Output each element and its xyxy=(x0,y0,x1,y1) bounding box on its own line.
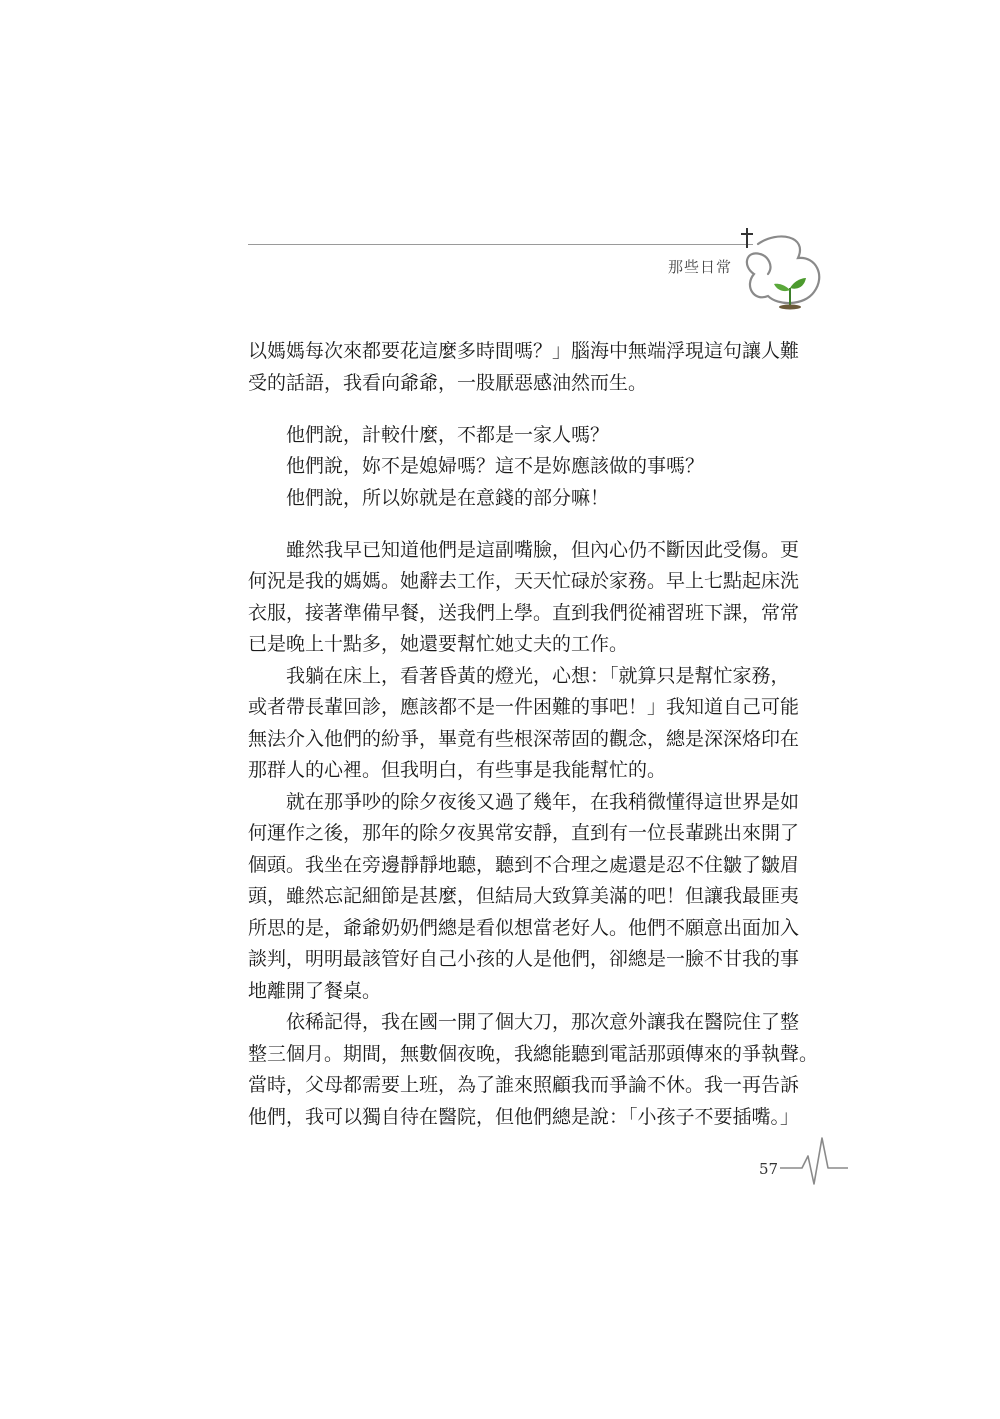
text-line: 頭，雖然忘記細節是甚麼，但結局大致算美滿的吧！但讓我最匪夷 xyxy=(248,885,800,907)
text-line: 地離開了餐桌。 xyxy=(248,979,382,1002)
text-line: 雖然我早已知道他們是這副嘴臉，但內心仍不斷因此受傷。更 xyxy=(248,538,800,561)
text-line: 當時，父母都需要上班，為了誰來照顧我而爭論不休。我一再告訴 xyxy=(248,1074,800,1096)
quote-line: 他們說，妳不是媳婦嗎？這不是妳應該做的事嗎？ xyxy=(286,455,705,477)
text-line: 以媽媽每次來都要花這麼多時間嗎？」腦海中無端浮現這句讓人難 xyxy=(248,340,800,362)
text-line: 我躺在床上，看著昏黃的燈光，心想：「就算只是幫忙家務， xyxy=(248,664,790,687)
text-line: 個頭。我坐在旁邊靜靜地聽，聽到不合理之處還是忍不住皺了皺眉 xyxy=(248,853,800,876)
text-line: 所思的是，爺爺奶奶們總是看似想當老好人。他們不願意出面加入 xyxy=(248,916,800,939)
quote-line: 他們說，所以妳就是在意錢的部分嘛！ xyxy=(286,486,610,509)
heartbeat-line-icon xyxy=(780,1136,848,1192)
text-line: 無法介入他們的紛爭，畢竟有些根深蒂固的觀念，總是深深烙印在 xyxy=(248,727,800,750)
text-line: 他們，我可以獨自待在醫院，但他們總是說：「小孩子不要插嘴。」 xyxy=(248,1105,800,1128)
text-line: 談判，明明最該管好自己小孩的人是他們，卻總是一臉不甘我的事 xyxy=(248,948,800,970)
text-line: 何運作之後，那年的除夕夜異常安靜，直到有一位長輩跳出來開了 xyxy=(248,822,800,844)
header-rule xyxy=(248,244,753,245)
text-line: 已是晚上十點多，她還要幫忙她丈夫的工作。 xyxy=(248,633,629,655)
page-number: 57 xyxy=(759,1160,779,1178)
text-line: 或者帶長輩回診，應該都不是一件困難的事吧！」我知道自己可能 xyxy=(248,696,800,718)
text-line: 整三個月。期間，無數個夜晚，我總能聽到電話那頭傳來的爭執聲。 xyxy=(248,1042,819,1065)
text-line: 那群人的心裡。但我明白，有些事是我能幫忙的。 xyxy=(248,759,667,781)
quote-line: 他們說，計較什麼，不都是一家人嗎？ xyxy=(286,423,610,446)
text-line: 衣服，接著準備早餐，送我們上學。直到我們從補習班下課，常常 xyxy=(248,601,800,624)
text-line: 受的話語，我看向爺爺，一股厭惡感油然而生。 xyxy=(248,371,648,394)
text-line: 就在那爭吵的除夕夜後又過了幾年，在我稍微懂得這世界是如 xyxy=(248,790,800,813)
cross-heart-sprout-icon xyxy=(738,226,830,310)
running-header-title: 那些日常 xyxy=(668,258,733,276)
body-text xyxy=(248,336,819,1133)
text-line: 何況是我的媽媽。她辭去工作，天天忙碌於家務。早上七點起床洗 xyxy=(248,570,800,592)
text-line: 依稀記得，我在國一開了個大刀，那次意外讓我在醫院住了整 xyxy=(248,1011,800,1033)
